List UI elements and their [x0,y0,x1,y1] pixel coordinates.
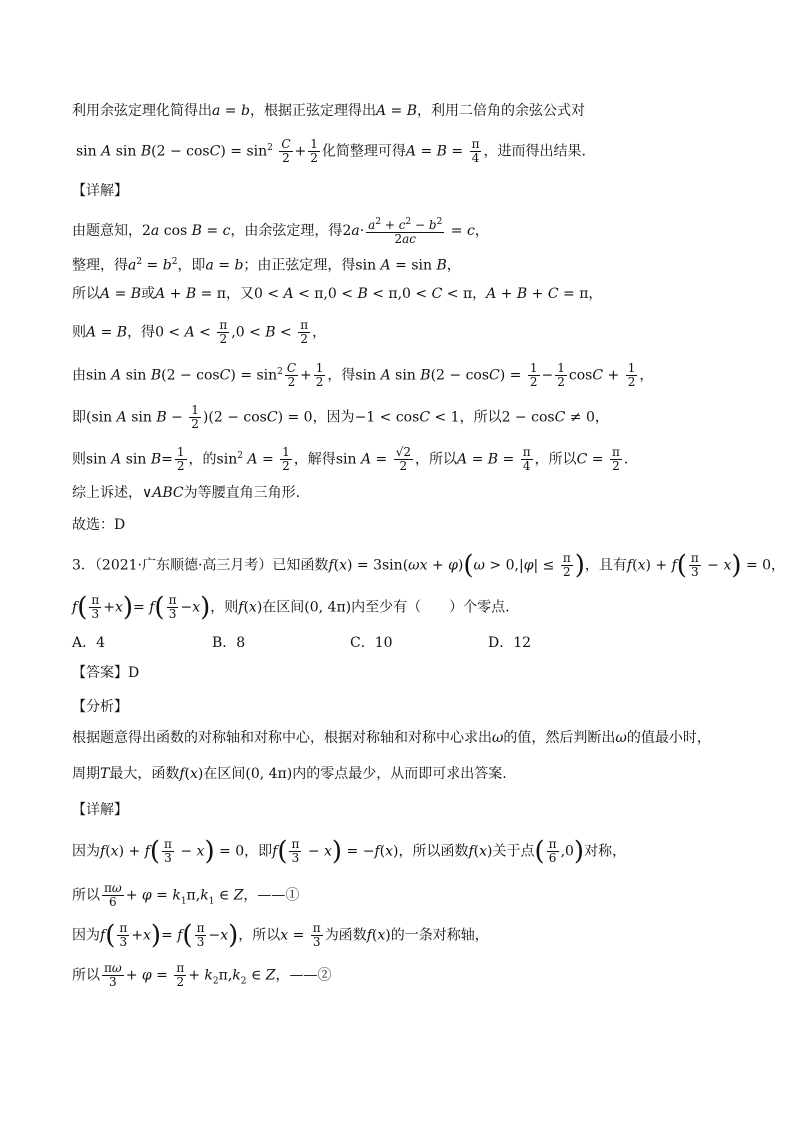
text-line: 即(sin A sin B − $\frac{1}{2}$ )(2 − cosC) = 0，因为−1 < cosC < 1，所以2 − cosC ≠ 0， [72,403,609,431]
option-c: C．10 [350,635,393,651]
text-line: 所以 $\frac{\pi\omega}{3}$ + φ = $\frac{\pi}{2}$ + $k_2\pi,k_2$ ∈ Z，——② [72,961,332,989]
section-heading: 【详解】 [72,802,128,818]
text-line: 所以A = B或A + B = π，又0 < A < π,0 < B < π,0 < C < π，A + B + C = π， [72,286,603,302]
text-line: 由sin A $\sin B(2 - \cos C) = \sin^2$ $\frac{C}{2}$ + $\frac{1}{2}$ ，得sin A sin B(2 − cosC) = $\frac{1}{2}$ − $\frac{1}{2}$ cosC + $\frac{1}{2}$ ， [72,361,654,390]
option-d: D．12 [488,635,532,651]
text-line: 根据题意得出函数的对称轴和对称中心，根据对称轴和对称中心求出ω的值，然后判断出ω的值最小时， [72,730,711,746]
option-b: B．8 [212,635,246,651]
text-line: 则A = B，得0 < A < $\frac{\pi}{2}$ ,0 < B < $\frac{\pi}{2}$ ， [72,318,327,346]
section-heading: 【详解】 [72,183,128,199]
question-line: 3．（2021·广东顺德·高三月考）已知函数f(x) = 3sin(ωx + φ)(ω > 0,|φ| ≤ $\frac{\pi}{2}$ )，且有f(x) + f( $\frac{\pi}{3}$ − x) = 0， [72,550,786,581]
text-line: 则sin A sin B= $\frac{1}{2}$ ，的$\sin^2 A$ = $\frac{1}{2}$ ，解得sin A = $\frac{√2}{2}$ ，所以A = B = $\frac{\pi}{4}$ ，所以C = $\frac{\pi}{2}$ . [72,445,629,474]
text-line: 因为f( $\frac{\pi}{3}$ +x)= f( $\frac{\pi}{3}$ −x)，所以x = $\frac{\pi}{3}$ 为函数f(x)的一条对称轴， [72,920,489,951]
text-line: 故选：D [72,517,126,533]
text-line: 利用余弦定理化简得出a = b，根据正弦定理得出A = B，利用二倍角的余弦公式对 [72,103,586,119]
text-line: sin A $\sin B(2 - \cos C) = \sin^2$ $\frac{C}{2}$ + $\frac{1}{2}$ 化简整理可得A = B = $\frac{\pi}{4}$ ，进而得出结果. [76,137,586,166]
text-line: 所以 $\frac{\pi\omega}{6}$ + $\varphi = k_1\pi,k_1$ ∈ Z，——① [72,881,300,909]
option-a: A．4 [72,635,106,651]
text-line: 因为f(x) + f( $\frac{\pi}{3}$ − x) = 0，即f( $\frac{\pi}{3}$ − x) = −f(x)，所以函数f(x)关于点( $\frac{\pi}{6}$ ,0)对称， [72,836,627,867]
text-line: 综上诉述，∨ABC为等腰直角三角形. [72,485,301,501]
text-line: 由题意知，2a cos B = c，由余弦定理，得2a· $\frac{a^2 + c^2 - b^2}{2ac}$ = c， [72,217,489,246]
question-line: f( $\frac{\pi}{3}$ +x)= f( $\frac{\pi}{3}$ −x)，则f(x)在区间(0, 4π)内至少有（ ）个零点. [72,592,510,623]
answer-heading: 【答案】D [72,665,140,681]
section-heading: 【分析】 [72,699,128,715]
text-line: 周期T最大，函数f(x)在区间(0, 4π)内的零点最少，从而即可求出答案. [72,766,507,782]
text-line: 整理，得$a^2 = b^2$，即a = b；由正弦定理，得sin A = sin B， [72,257,461,274]
